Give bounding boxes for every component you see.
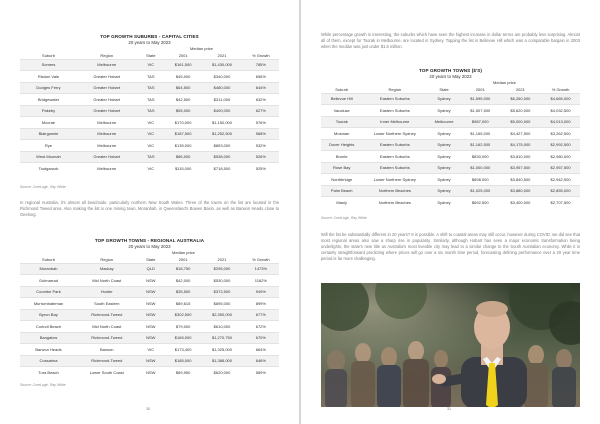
table-cell: $18,750 [165,263,201,275]
table-cell: Moranbah [20,263,77,275]
table-cell: $42,500 [165,94,201,106]
table-row [321,93,580,105]
table-row [20,321,279,333]
table-cell: Melbourne [77,117,137,129]
table-row [20,82,279,94]
table-cell: 568% [243,128,279,140]
table-cell: 785% [243,59,279,71]
table-cell: $853,000 [201,140,242,152]
table-cell: $2,980,000 [541,151,580,163]
table-cell: VIC [137,140,165,152]
column-header: Region [388,86,402,92]
table-row [20,286,279,298]
table-cell: $173,400 [165,344,201,356]
table-cell: TAS [137,94,165,106]
table-cell: $185,000 [165,355,201,367]
column-header: 2001 [475,86,485,92]
table-row [20,298,279,310]
table-cell: VIC [137,128,165,140]
column-header: 2021 [217,256,227,262]
table-cell: $1,000,000 [461,162,500,174]
table-body [321,93,580,208]
table-cell: $64,500 [165,82,201,94]
table-title: TOP GROWTH SUBURBS - CAPITAL CITIES [100,34,199,39]
table-row [321,105,580,117]
column-header: Region [100,52,114,58]
table-row [321,162,580,174]
table-cell: $3,880,000 [500,185,541,197]
table-row [20,94,279,106]
table-row [20,263,279,275]
table-cell: $987,000 [461,116,500,128]
table-cell: Sydney [427,162,461,174]
table-subtitle: 20 years to May 2023 [128,40,171,45]
table-cell: 525% [243,163,279,175]
table-cell: 670% [243,332,279,344]
table-cell: $295,000 [201,263,242,275]
table-cell: 899% [243,298,279,310]
table-cell: Manly [321,197,362,209]
table-cell: 532% [243,140,279,152]
table-cell: Richmond-Tweed [77,309,137,321]
table-cell: Mccrae [20,117,77,129]
table-row [20,344,279,356]
table-row [20,59,279,71]
table-cell: $1,325,000 [201,344,242,356]
table-cell: $165,000 [165,332,201,344]
table-cell: Sydney [427,105,461,117]
table-cell: Sydney [427,128,461,140]
column-header: % Growth [551,86,570,92]
table-cell: Sydney [427,174,461,186]
table-cell: Hunter [77,286,137,298]
table-cell: $3,957,500 [500,162,541,174]
table-cell: $4,175,000 [500,139,541,151]
column-header: State [439,86,449,92]
page-number: 30 [146,407,150,411]
table-cell: $3,810,000 [500,151,541,163]
table-row [321,116,580,128]
table-cell: $3,262,500 [541,128,580,140]
table-source: Source: CoreLogic, Ray White [321,216,367,220]
table-cell: Tura Beach [20,367,77,379]
table-row [20,163,279,175]
table-cell: Risdon Vale [20,71,77,83]
intro-paragraph: While percentage growth is interesting, the suburbs which have seen the highest increase in dollar terms are probably less surprising. Almost all of them, except for Toorak in Melbourne, are located in Sydney. Topping the list is Bellevue Hill which was a comparable bargain in 2003 when the median was just under $1.6 million. [321,32,580,50]
table-cell: Byron Bay [20,309,77,321]
table-cell: Bronte [321,151,362,163]
table-cell: NSW [137,367,165,379]
column-header: % Growth [252,52,270,58]
table-cell: Melbourne [77,163,137,175]
table-cell: $79,000 [165,321,201,333]
table-cell: Mid North Coast [77,321,137,333]
table-cell: 1473% [243,263,279,275]
table-cell: TAS [137,151,165,163]
column-header: Suburb [335,86,349,92]
column-header: 2001 [178,256,188,262]
table-cell: $45,000 [165,71,201,83]
table-cell: 576% [243,117,279,129]
speaker-photo-illustration [321,283,580,407]
table-cell: 672% [243,321,279,333]
table-cell: Blairgowrie [20,128,77,140]
table-cell: $5,620,000 [500,105,541,117]
table-cell: 1162% [243,275,279,287]
table-cell: Mosman [321,128,362,140]
table-cell: Northern Beaches [362,185,427,197]
table-cell: Pakeby [20,105,77,117]
table-cell: Dover Heights [321,139,362,151]
table-cell: $2,707,500 [541,197,580,209]
table-cell: Gulmarrad [20,275,77,287]
column-header: Suburb [42,256,55,262]
table-cell: $480,000 [201,82,242,94]
table-cell: 632% [243,94,279,106]
table-title: TOP GROWTH TOWNS - REGIONAL AUSTRALIA [94,238,205,243]
table-cell: Greater Hobart [77,71,137,83]
table-cell: $1,162,500 [461,139,500,151]
table-cell: $311,000 [201,94,242,106]
table-row [321,139,580,151]
table-cell: $187,500 [165,128,201,140]
table-cell: 664% [243,344,279,356]
table-cell: Palm Beach [321,185,362,197]
table-cell: Sydney [427,151,461,163]
table-row [20,367,279,379]
table-cell: $1,388,000 [201,355,242,367]
table-cell: 526% [243,151,279,163]
column-header: 2021 [515,86,525,92]
table-cell: $1,025,000 [461,185,500,197]
table-cell: TAS [137,82,165,94]
table-cell: Rose Bay [321,162,362,174]
table-cell: Northern Beaches [362,197,427,209]
table-cell: $35,500 [165,286,201,298]
table-cell: NSW [137,309,165,321]
table-subtitle: 20 years to May 2023 [429,74,472,79]
capital-cities-table [20,51,279,174]
left-page [0,0,299,424]
table-row [321,174,580,186]
table-cell: $340,000 [201,71,242,83]
median-price-label: Median price [190,46,213,51]
table-cell: 589% [243,367,279,379]
table-cell: NSW [137,355,165,367]
table-cell: Greater Hobart [77,105,137,117]
table-cell: $4,427,500 [500,128,541,140]
table-cell: $610,000 [201,321,242,333]
table-cell: $55,000 [165,105,201,117]
table-cell: Lower Northern Sydney [362,128,427,140]
table-cell: Eastern Suburbs [362,162,427,174]
table-cell: Melbourne [427,116,461,128]
table-cell: $89,950 [165,367,201,379]
table-cell: Toorak [321,116,362,128]
table-cell: $718,500 [201,163,242,175]
table-row [20,355,279,367]
table-cell: $1,507,500 [461,105,500,117]
table-cell: VIC [137,344,165,356]
table-cell: Tootgarook [20,163,77,175]
dollar-growth-table [321,85,580,208]
table-cell: NSW [137,286,165,298]
table-cell: $135,000 [165,140,201,152]
table-cell: South Eastern [77,298,137,310]
table-cell: $4,013,000 [541,116,580,128]
table-cell: Dodges Ferry [20,82,77,94]
table-cell: Greater Hobart [77,94,137,106]
table-cell: $6,260,000 [500,93,541,105]
table-cell: Eastern Suburbs [362,93,427,105]
dollar-growth-table-block [321,68,580,208]
table-row [20,71,279,83]
table-row [20,275,279,287]
table-cell: Richmond-Tweed [77,355,137,367]
table-cell: Eastern Suburbs [362,151,427,163]
table-cell: $89,615 [165,298,201,310]
table-cell: $1,150,000 [201,117,242,129]
table-cell: $1,165,000 [461,128,500,140]
table-body [20,59,279,174]
table-cell: Bridgewater [20,94,77,106]
table-cell: $692,500 [461,197,500,209]
table-cell: Vaucluse [321,105,362,117]
table-cell: Mackay [77,263,137,275]
column-header: State [146,52,156,58]
table-cell: 646% [243,355,279,367]
table-body [20,263,279,378]
table-cell: $2,855,000 [541,185,580,197]
page-number: 31 [447,407,451,411]
table-cell: 949% [243,286,279,298]
table-cell: $620,000 [201,367,242,379]
table-cell: Sydney [427,197,461,209]
table-cell: $830,000 [461,151,500,163]
table-cell: $1,430,000 [201,59,242,71]
table-row [321,185,580,197]
table-cell: Richmond-Tweed [77,332,137,344]
table-row [20,332,279,344]
body-paragraph: In regional Australia, it's almost all beachside, particularly northern New South Wales. Three of the towns on the list are located in the Richmond Tweed area. Also making the list is one mining town, Moranbah, in Queensland's Bowen Basin, as well as Barwon Heads close to Geelong. [20,200,279,218]
column-header: 2001 [178,52,188,58]
table-header-row [321,85,580,93]
table-cell: QLD [137,263,165,275]
table-cell: Sydney [427,93,461,105]
table-cell: $530,000 [201,275,242,287]
table-cell: Eastern Suburbs [362,139,427,151]
table-cell: $161,500 [165,59,201,71]
table-cell: Cossarina [20,355,77,367]
speaker-photo [321,283,580,407]
table-cell: $2,957,500 [541,162,580,174]
table-cell: Melbourne [77,59,137,71]
table-cell: Mid North Coast [77,275,137,287]
table-subtitle: 20 years to May 2023 [128,244,171,249]
table-cell: West Moonah [20,151,77,163]
table-cell: 627% [243,105,279,117]
table-row [20,151,279,163]
table-cell: Barwon Heads [20,344,77,356]
column-header: Region [100,256,114,262]
table-cell: 656% [243,71,279,83]
table-cell: $2,992,500 [541,139,580,151]
table-cell: $5,000,000 [500,116,541,128]
table-cell: Sydney [427,185,461,197]
table-row [20,117,279,129]
table-cell: Lower South Coast [77,367,137,379]
table-cell: $1,252,500 [201,128,242,140]
table-cell: Eastern Suburbs [362,105,427,117]
table-cell: Sydney [427,139,461,151]
regional-table [20,255,279,378]
table-cell: Lower Northern Sydney [362,174,427,186]
table-cell: Somers [20,59,77,71]
table-cell: NSW [137,275,165,287]
table-cell: Greater Hobart [77,82,137,94]
table-cell: $400,000 [201,105,242,117]
capital-cities-table-block [20,34,279,174]
table-cell: $115,000 [165,163,201,175]
table-cell: Melbourne [77,128,137,140]
table-cell: Inner Melbourne [362,116,427,128]
table-cell: VIC [137,163,165,175]
table-cell: NSW [137,332,165,344]
table-cell: $4,665,000 [541,93,580,105]
table-cell: $898,000 [461,174,500,186]
table-cell: $372,500 [201,286,242,298]
table-header-row [20,255,279,263]
table-row [321,128,580,140]
table-cell: $4,032,500 [541,105,580,117]
table-cell: Coombe Park [20,286,77,298]
table-header-row [20,51,279,59]
table-row [321,197,580,209]
table-cell: 644% [243,82,279,94]
table-cell: $2,350,000 [201,309,242,321]
table-row [321,151,580,163]
table-row [20,128,279,140]
table-cell: $86,000 [165,151,201,163]
table-cell: VIC [137,117,165,129]
table-cell: Barwon [77,344,137,356]
table-cell: VIC [137,59,165,71]
table-cell: $895,000 [201,298,242,310]
closing-paragraph: Will the list be substantially different in 20 years? It is possible. A shift to coastal areas may still occur, however during COVID, we did see that most regional areas also saw a sharp rise in popularity. Similarly, although Hobart has seen a major economic transformation being underlights, the state's new title as Australia's most liveable city may lead to a similar change to the South Australian economy. While it is certainly straightforward predicting where prices will go over a six month time period, forecasting defining performance over a 20 year time period is far more challenging. [321,232,580,262]
table-cell: NSW [137,321,165,333]
table-row [20,309,279,321]
table-source: Source: CoreLogic, Ray White [20,383,66,387]
table-cell: NSW [137,298,165,310]
table-cell: $2,942,500 [541,174,580,186]
table-cell: 677% [243,309,279,321]
table-cell: Bellevue Hill [321,93,362,105]
column-header: Suburb [42,52,55,58]
median-price-label: Median price [172,250,195,255]
table-cell: $3,840,500 [500,174,541,186]
table-source: Source: CoreLogic, Ray White [20,185,66,189]
table-cell: Bangalow [20,332,77,344]
table-title: TOP GROWTH TOWNS ($'S) [418,68,482,73]
table-row [20,140,279,152]
table-cell: $170,000 [165,117,201,129]
table-cell: Murrumbateman [20,298,77,310]
table-cell: $1,270,750 [201,332,242,344]
right-page [301,0,600,424]
table-cell: Corindi Beach [20,321,77,333]
column-header: State [146,256,156,262]
table-cell: Greater Hobart [77,151,137,163]
table-cell: Melbourne [77,140,137,152]
table-cell: $302,500 [165,309,201,321]
table-cell: Northbridge [321,174,362,186]
regional-table-block [20,238,279,378]
table-row [20,105,279,117]
table-cell: TAS [137,105,165,117]
table-cell: Rye [20,140,77,152]
table-cell: TAS [137,71,165,83]
table-cell: $1,595,000 [461,93,500,105]
column-header: % Growth [252,256,270,262]
median-price-label: Median price [493,80,516,85]
table-cell: $42,000 [165,275,201,287]
table-cell: $538,000 [201,151,242,163]
column-header: 2021 [217,52,227,58]
table-cell: $3,400,000 [500,197,541,209]
